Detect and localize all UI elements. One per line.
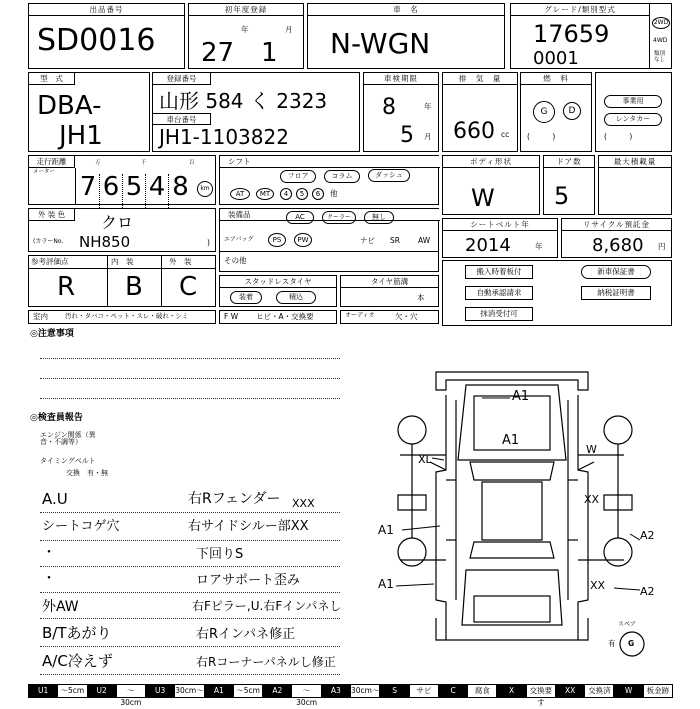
legend-val: 交換要す <box>527 685 556 697</box>
ref-score-label: 参考評価点 <box>31 257 69 266</box>
mileage-digit: 4 <box>146 174 169 210</box>
exterior-color-label: 外 装 色 <box>29 209 75 221</box>
equipment-label: 装備品 <box>220 209 440 221</box>
mileage-km: km <box>197 181 213 197</box>
meter-label: メーター <box>33 169 56 175</box>
grade-code-2: 0001 <box>533 48 579 69</box>
spare-g: G <box>628 639 635 648</box>
displacement-box <box>442 72 518 152</box>
timing-label: タイミングベルト <box>40 457 96 465</box>
exterior-score-label: 外 装 <box>169 257 192 266</box>
report-left: A.U <box>42 490 68 508</box>
ref-score: R <box>57 272 76 302</box>
legend-key: U3 <box>146 685 175 697</box>
capacity-box <box>598 155 672 215</box>
drive-4wd: 4WD <box>653 37 668 44</box>
insp-month-mark: 月 <box>424 132 432 141</box>
fw-label: F W <box>224 312 239 321</box>
legend-val: 〜30cm <box>292 685 321 697</box>
usage-box <box>595 72 672 152</box>
spare-label: スペア <box>618 621 637 628</box>
inspector-title: ◎検査員報告 <box>30 413 83 423</box>
dmg-xl: XL <box>418 453 432 466</box>
seatbelt-box <box>442 218 558 258</box>
report-bullet: ・ <box>42 571 56 587</box>
color-code: NH850 <box>79 233 131 251</box>
paren-close: ) <box>207 238 210 247</box>
report-right: 右Rフェンダー <box>188 491 281 507</box>
legend-key: S <box>380 685 409 697</box>
recycle-box <box>561 218 672 258</box>
equip-pw-circled: PW <box>294 233 312 247</box>
legend-val: サビ <box>410 685 439 697</box>
shift-floor: フロア <box>280 170 316 183</box>
dmg-a1-left-2: A1 <box>378 577 394 591</box>
interior-condition-row <box>28 310 216 324</box>
equip-airbag: エアバッグ <box>224 236 254 243</box>
doc-tax: 納税証明書 <box>581 286 651 300</box>
usage-other: ( ) <box>604 132 633 141</box>
audio-label: オーディオ <box>345 312 375 319</box>
body-label: ボディ形状 <box>443 156 539 168</box>
legend-val: 〜5cm <box>58 685 87 697</box>
fuel-label: 燃 料 <box>521 73 591 85</box>
interior-score: B <box>125 272 143 302</box>
recycle-unit: 円 <box>658 242 666 251</box>
usage-rental: レンタカー <box>604 113 662 126</box>
legend-val: 30cm〜 <box>350 686 380 695</box>
audio-items: 欠・穴 <box>395 312 418 321</box>
equip-sr: SR <box>390 236 400 245</box>
fuel-g-circled: G <box>533 101 555 123</box>
displacement-label: 排 気 量 <box>443 73 517 85</box>
hundred-mark: 百 <box>189 160 195 166</box>
drive-2wd: 2WD <box>652 17 670 29</box>
dmg-a1-front: A1 <box>512 389 530 404</box>
dmg-a2-right: A2 <box>640 529 655 542</box>
doc-deregister: 抹消受付可 <box>465 307 533 321</box>
legend-key: XX <box>556 685 585 697</box>
dmg-xx-2: XX <box>590 579 606 592</box>
doc-auto-approve: 自動承認請求 <box>465 286 533 300</box>
studless-box <box>219 275 337 307</box>
class-none: 類別なし <box>654 51 666 63</box>
interior-row-label: 室内 <box>33 312 48 321</box>
equip-aw: AW <box>418 236 431 245</box>
legend-key: U1 <box>29 685 58 697</box>
documents-box <box>442 260 672 326</box>
report-right: 右Fピラー,U.右Fインパネし <box>192 599 342 613</box>
tenk-mark: 万 <box>95 160 101 166</box>
report-left: シートコゲ穴 <box>42 519 120 534</box>
registration-label: 登録番号 <box>153 73 211 85</box>
spare-yes: 有 <box>608 639 616 648</box>
lot-box <box>28 3 185 69</box>
notes-title: ◎注意事項 <box>30 329 74 339</box>
shift-5: 5 <box>296 188 308 200</box>
fuel-d: D <box>563 102 581 120</box>
mileage-digit: 8 <box>172 172 189 202</box>
timing-opts: 交換 有・無 <box>66 469 108 477</box>
grade-code-1: 17659 <box>533 20 610 48</box>
mileage-digits <box>77 168 193 204</box>
shift-mt: MT <box>256 188 274 200</box>
report-right: 下回りS <box>196 547 244 562</box>
fw-row <box>219 310 337 324</box>
report-xx: XXX <box>292 497 315 510</box>
mileage-digit: 6 <box>100 174 123 210</box>
recycle-fee: 8,680 <box>592 235 644 256</box>
equip-none: 無し <box>364 211 394 224</box>
body-type: W <box>471 184 495 212</box>
inspection-label: 車検期限 <box>364 73 438 85</box>
body-box <box>442 155 540 215</box>
legend-key: A3 <box>322 685 351 697</box>
shift-6: 6 <box>312 188 324 200</box>
shift-box <box>219 155 439 205</box>
mileage-label: 走行距離 <box>29 156 75 168</box>
first-registration-box <box>188 3 304 69</box>
exterior-color-box <box>28 208 216 252</box>
color-code-label: (カラーNo. <box>33 238 64 245</box>
tire-box <box>340 275 439 307</box>
audio-row <box>340 310 439 324</box>
legend-val: 板金跡 <box>646 686 670 695</box>
doc-plate: 搬入時着板付 <box>465 265 533 279</box>
report-left: B/Tあがり <box>42 624 112 642</box>
chassis-label: 車台番号 <box>153 113 211 125</box>
damage-legend <box>28 684 673 707</box>
legend-val: 〜5cm <box>234 685 263 697</box>
month-mark: 月 <box>285 25 293 34</box>
capacity-label: 最大積載量 <box>599 156 671 168</box>
dmg-a1-hood: A1 <box>502 433 520 448</box>
dmg-a1-left: A1 <box>378 523 394 537</box>
interior-row-items: 汚れ・タバコ・ペット・スレ・破れ・シミ <box>65 312 189 320</box>
engine-label: エンジン関係（異音・不調等） <box>40 431 96 446</box>
usage-commercial: 事業用 <box>604 95 662 108</box>
chassis-number: JH1-1103822 <box>159 125 289 149</box>
displacement-unit: cc <box>501 130 510 139</box>
equip-other: その他 <box>224 256 247 265</box>
dmg-w: W <box>586 443 597 456</box>
grade-label: グレード/類別型式 <box>511 4 649 16</box>
mileage-digit: 5 <box>123 174 146 210</box>
studless-mounted: 装着 <box>230 291 262 304</box>
scores-box <box>28 255 216 307</box>
mileage-digit: 7 <box>77 174 100 210</box>
tire-label: タイヤ筋溝 <box>341 276 438 288</box>
seatbelt-mark: 年 <box>535 242 543 251</box>
report-right: 右サイドシルー部XX <box>188 519 309 534</box>
equip-navi: ナビ <box>360 236 375 245</box>
fuel-box <box>520 72 592 152</box>
displacement-value: 660 <box>453 119 495 144</box>
grade-box <box>510 3 672 69</box>
tire-unit: 本 <box>417 293 425 302</box>
shift-label: シフト <box>220 156 440 168</box>
shift-column: コラム <box>324 170 360 183</box>
model-type-label: 型 式 <box>29 73 75 85</box>
report-left: A/C冷えず <box>42 652 113 670</box>
plate-number: 山形 584 く 2323 <box>159 89 328 113</box>
recycle-label: リサイクル預託金 <box>562 219 671 231</box>
thousand-mark: 千 <box>141 160 147 166</box>
reg-month: 1 <box>261 38 278 68</box>
report-right: 右Rインパネ修正 <box>196 627 296 642</box>
lot-label: 出品番号 <box>29 4 184 16</box>
mileage-box <box>28 155 216 205</box>
model-type-box <box>28 72 150 152</box>
exterior-color: クロ <box>101 213 134 232</box>
equip-ac-circled: AC <box>286 211 314 224</box>
doc-warranty-circled: 新車保証書 <box>581 265 651 279</box>
lot-number: SD0016 <box>37 23 156 58</box>
year-mark: 年 <box>241 25 249 34</box>
car-name-label: 車 名 <box>308 4 504 16</box>
registration-box <box>152 72 360 152</box>
insp-year-mark: 年 <box>424 102 432 111</box>
first-registration-label: 初年度登録 <box>189 4 303 16</box>
legend-key: X <box>497 685 526 697</box>
legend-key: A2 <box>263 685 292 697</box>
legend-val: 〜30cm <box>117 685 146 697</box>
equip-ps-circled: PS <box>268 233 286 247</box>
legend-key: W <box>614 685 643 697</box>
dmg-a2-rear: A2 <box>640 585 655 598</box>
fw-items: ヒビ・A・交換要 <box>256 312 314 321</box>
doors-value: 5 <box>554 182 570 210</box>
seatbelt-label: シートベルト年 <box>443 219 557 231</box>
inspection-year: 8 <box>382 95 396 120</box>
equip-cooler: クーラー <box>322 211 356 224</box>
legend-val: 交換済 <box>585 685 614 697</box>
report-left: 外AW <box>42 599 79 615</box>
seatbelt-year: 2014 <box>465 235 511 256</box>
interior-score-label: 内 装 <box>111 257 134 266</box>
equipment-box <box>219 208 439 272</box>
inspection-month: 5 <box>400 123 414 148</box>
legend-val: 30cm〜 <box>175 686 204 695</box>
doors-label: ドア数 <box>544 156 594 168</box>
legend-key: A1 <box>205 685 234 697</box>
report-right: 右Rコーナーパネルし修正 <box>196 655 336 669</box>
car-name-box <box>307 3 505 69</box>
legend-key: U2 <box>88 685 117 697</box>
studless-loaded: 積込 <box>276 291 316 304</box>
fuel-other: ( ) <box>527 132 556 141</box>
shift-dash-circled: ダッシュ <box>368 169 410 182</box>
legend-key: C <box>439 685 468 697</box>
studless-label: スタッドレスタイヤ <box>220 276 336 288</box>
dmg-xx-1: XX <box>584 493 600 506</box>
shift-other: 他 <box>330 189 338 198</box>
car-name: N-WGN <box>330 27 431 60</box>
report-right: ロアサポート歪み <box>196 573 301 588</box>
shift-4: 4 <box>280 188 292 200</box>
inspection-box <box>363 72 439 152</box>
model-type-2: JH1 <box>59 121 103 151</box>
legend-val: 腐食 <box>468 685 497 697</box>
doors-box <box>543 155 595 215</box>
model-type-1: DBA- <box>37 91 102 121</box>
exterior-score: C <box>179 272 198 302</box>
shift-at-circled: AT <box>230 188 250 200</box>
report-bullet: ・ <box>42 545 56 561</box>
reg-year: 27 <box>201 38 235 68</box>
